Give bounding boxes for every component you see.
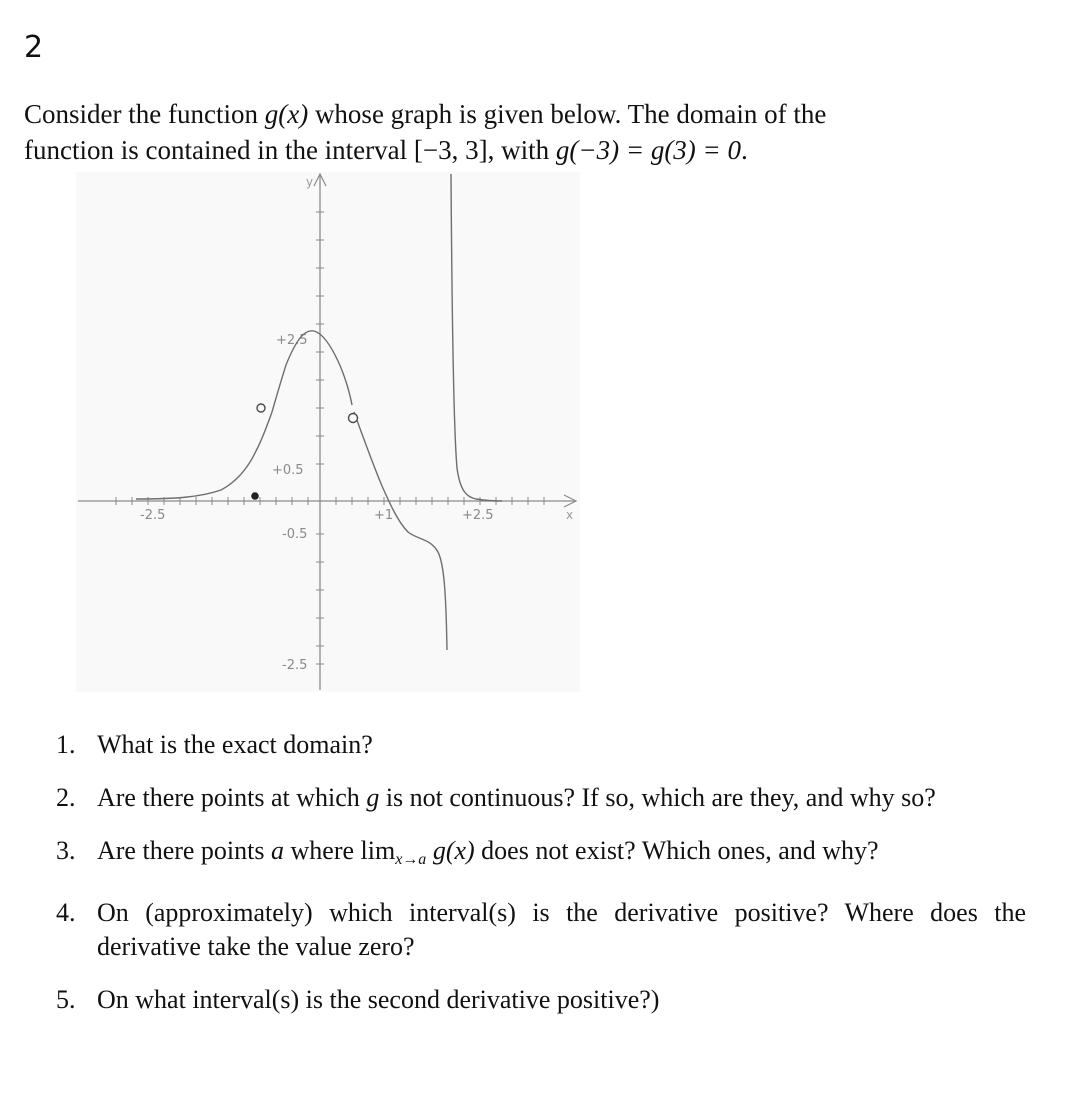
y-tick-label-2-5: +2.5 <box>276 333 308 348</box>
x-tick-label-1: +1 <box>374 508 394 523</box>
function-name: g(x) <box>264 99 309 129</box>
x-axis-label: x <box>566 508 574 522</box>
open-circle-right <box>349 414 358 423</box>
y-axis-label: y <box>306 175 314 189</box>
filled-point <box>251 492 259 500</box>
problem-intro <box>24 96 1029 168</box>
question-3: 3. Are there points a where $\lim_{x\to a} g(x)$ does not exist? Which ones, and why? <box>56 836 879 868</box>
graph-svg <box>76 172 580 692</box>
question-4: 4. On (approximately) which interval(s) is the derivative positive? Where does the derivative take the value zero? <box>56 898 1026 961</box>
boundary-condition: g(−3) = g(3) = 0 <box>555 135 742 165</box>
y-tick-label-0-5: +0.5 <box>272 463 304 478</box>
curve-right-branch <box>451 174 502 501</box>
questions-list <box>56 728 1026 1036</box>
curve-descent <box>354 412 447 650</box>
x-tick-label-2-5: +2.5 <box>462 508 494 523</box>
y-tick-label-neg-2-5: -2.5 <box>282 658 308 673</box>
question-1: 1. What is the exact domain? <box>56 730 373 759</box>
x-tick-label-neg-2-5: -2.5 <box>140 508 166 523</box>
intro-line-2: function is contained in the interval [−3, 3], with g(−3) = g(3) = 0. <box>24 135 748 165</box>
domain-interval: [−3, 3] <box>413 135 488 165</box>
y-tick-label-neg-0-5: -0.5 <box>282 527 308 542</box>
intro-line-1: Consider the function g(x) whose graph is given below. The domain of the <box>24 99 827 129</box>
question-5: 5. On what interval(s) is the second derivative positive?) <box>56 985 660 1014</box>
open-circle-left <box>257 404 265 412</box>
question-2: 2. Are there points at which g is not continuous? If so, which are they, and why so? <box>56 783 936 812</box>
function-graph <box>76 172 580 692</box>
problem-number: 2 <box>24 30 44 65</box>
